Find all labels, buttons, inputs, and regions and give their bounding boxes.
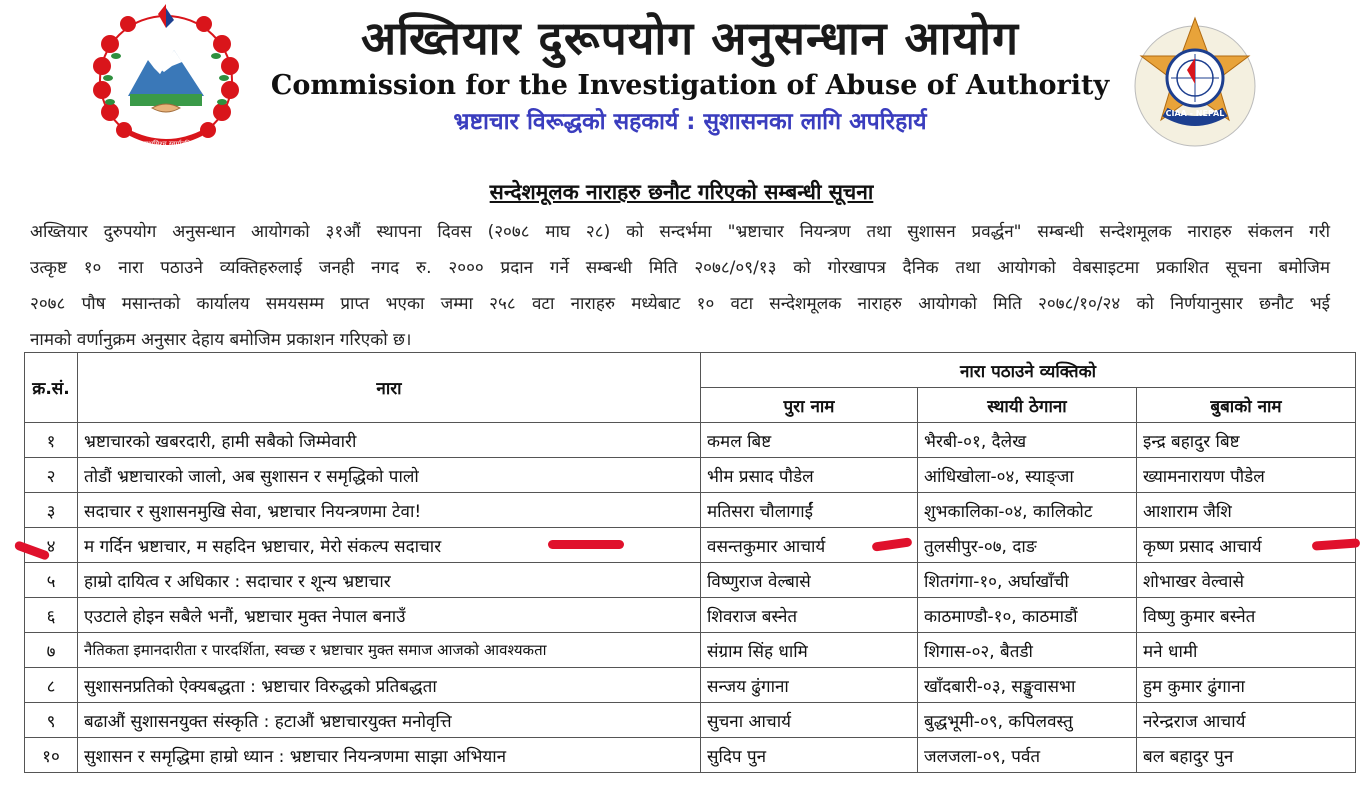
row-slogan: बढाऔं सुशासनयुक्त संस्कृति : हटाऔं भ्रष्टाचारयुक्त मनोवृत्ति	[78, 703, 701, 738]
row-address: शिगास-०२, बैतडी	[918, 633, 1137, 668]
row-slogan: सुशासन र समृद्धिमा हाम्रो ध्यान : भ्रष्टाचार नियन्त्रणमा साझा अभियान	[78, 738, 701, 773]
row-name: कमल बिष्ट	[701, 423, 918, 458]
commission-tagline: भ्रष्टाचार विरूद्धको सहकार्य : सुशासनका लागि अपरिहार्य	[453, 109, 927, 135]
row-father: विष्णु कुमार बस्नेत	[1137, 598, 1356, 633]
emblem-motto: जननी जन्मभूमिश्च स्वर्गादपि गरीयसी	[119, 140, 213, 148]
header-full-name: पुरा नाम	[701, 388, 918, 423]
row-slogan: म गर्दिन भ्रष्टाचार, म सहदिन भ्रष्टाचार, मेरो संकल्प सदाचार	[78, 528, 701, 563]
row-name: सन्जय ढुंगाना	[701, 668, 918, 703]
row-address: आंधिखोला-०४, स्याङ्जा	[918, 458, 1137, 493]
row-name: संग्राम सिंह धामि	[701, 633, 918, 668]
row-serial: ६	[25, 598, 78, 633]
row-slogan: नैतिकता इमानदारीता र पारदर्शिता, स्वच्छ र भ्रष्टाचार मुक्त समाज आजको आवश्यकता	[78, 633, 701, 668]
row-address: जलजला-०९, पर्वत	[918, 738, 1137, 773]
row-father: नरेन्द्रराज आचार्य	[1137, 703, 1356, 738]
notice-line: उत्कृष्ट १० नारा पठाउने व्यक्तिहरुलाई जनही नगद रु. २००० प्रदान गर्ने सम्बन्धी मिति २०७८/०९/१३ को गोरखापत्र दैनिक तथा आयोगको वेबसाइटमा प्रकाशित सूचना बमोजिम	[30, 258, 1330, 278]
row-serial: ७	[25, 633, 78, 668]
row-serial: १०	[25, 738, 78, 773]
row-address: शितगंगा-१०, अर्घाखाँची	[918, 563, 1137, 598]
row-slogan: सुशासनप्रतिको ऐक्यबद्धता : भ्रष्टाचार विरुद्धको प्रतिबद्धता	[78, 668, 701, 703]
notice-line: २०७८ पौष मसान्तको कार्यालय समयसम्म प्राप्त भएका जम्मा २५८ वटा नाराहरु मध्येबाट १० वटा सन्देशमूलक नाराहरु आयोगको मिति २०७८/१०/२४ को निर्णयानुसार छनौट भई	[30, 294, 1330, 314]
table-row	[25, 598, 1356, 633]
row-father: इन्द्र बहादुर बिष्ट	[1137, 423, 1356, 458]
row-name: मतिसरा चौलागाईं	[701, 493, 918, 528]
row-slogan: सदाचार र सुशासनमुखि सेवा, भ्रष्टाचार नियन्त्रणमा टेवा!	[78, 493, 701, 528]
table-row	[25, 738, 1356, 773]
row-serial: ८	[25, 668, 78, 703]
table-row	[25, 563, 1356, 598]
row-serial: ९	[25, 703, 78, 738]
row-name: सुचना आचार्य	[701, 703, 918, 738]
header-slogan: नारा	[78, 353, 701, 423]
ciaa-logo	[1131, 8, 1259, 158]
row-name: वसन्तकुमार आचार्य	[701, 528, 918, 563]
table-row	[25, 633, 1356, 668]
row-father: हुम कुमार ढुंगाना	[1137, 668, 1356, 703]
selected-slogans-table	[24, 352, 1356, 773]
header-father-name: बुबाको नाम	[1137, 388, 1356, 423]
row-slogan: भ्रष्टाचारको खबरदारी, हामी सबैको जिम्मेवारी	[78, 423, 701, 458]
row-serial: ४	[25, 528, 78, 563]
row-serial: ५	[25, 563, 78, 598]
table-row	[25, 458, 1356, 493]
row-address: तुलसीपुर-०७, दाङ	[918, 528, 1137, 563]
table-row	[25, 528, 1356, 563]
row-father: कृष्ण प्रसाद आचार्य	[1137, 528, 1356, 563]
row-serial: २	[25, 458, 78, 493]
header-serial-number: क्र.सं.	[25, 353, 78, 423]
table-row	[25, 493, 1356, 528]
row-address: काठमाण्डौ-१०, काठमाडौं	[918, 598, 1137, 633]
table-row	[25, 703, 1356, 738]
nepal-emblem-logo	[86, 4, 246, 154]
header-sender-group: नारा पठाउने व्यक्तिको	[701, 353, 1356, 388]
row-serial: ३	[25, 493, 78, 528]
row-slogan: तोडौं भ्रष्टाचारको जालो, अब सुशासन र समृद्धिको पालो	[78, 458, 701, 493]
row-address: शुभकालिका-०४, कालिकोट	[918, 493, 1137, 528]
notice-line: अख्तियार दुरुपयोग अनुसन्धान आयोगको ३१औं स्थापना दिवस (२०७८ माघ २८) को सन्दर्भमा "भ्रष्टाचार नियन्त्रण तथा सुशासन प्रवर्द्धन" सम्बन्धी सन्देशमूलक नाराहरु संकलन गरी	[30, 222, 1330, 242]
table-row	[25, 668, 1356, 703]
row-address: भैरबी-०१, दैलेख	[918, 423, 1137, 458]
header-permanent-address: स्थायी ठेगाना	[918, 388, 1137, 423]
row-father: ख्यामनारायण पौडेल	[1137, 458, 1356, 493]
row-name: विष्णुराज वेल्बासे	[701, 563, 918, 598]
row-name: सुदिप पुन	[701, 738, 918, 773]
row-name: शिवराज बस्नेत	[701, 598, 918, 633]
notice-body	[30, 214, 1330, 358]
row-father: मने धामी	[1137, 633, 1356, 668]
highlight-mark	[548, 540, 624, 549]
row-slogan: एउटाले होइन सबैले भनौं, भ्रष्टाचार मुक्त नेपाल बनाउँ	[78, 598, 701, 633]
notice-line: नामको वर्णानुक्रम अनुसार देहाय बमोजिम प्रकाशन गरिएको छ।	[30, 330, 412, 350]
row-slogan: हाम्रो दायित्व र अधिकार : सदाचार र शून्य भ्रष्टाचार	[78, 563, 701, 598]
commission-name-nepali: अख्तियार दुरूपयोग अनुसन्धान आयोग	[361, 11, 1019, 65]
row-address: बुद्धभूमी-०९, कपिलवस्तु	[918, 703, 1137, 738]
row-father: बल बहादुर पुन	[1137, 738, 1356, 773]
row-name: भीम प्रसाद पौडेल	[701, 458, 918, 493]
row-serial: १	[25, 423, 78, 458]
table-row	[25, 423, 1356, 458]
row-father: शोभाखर वेल्वासे	[1137, 563, 1356, 598]
notice-title: सन्देशमूलक नाराहरु छनौट गरिएको सम्बन्धी सूचना	[489, 180, 874, 204]
ciaa-logo-text: CIAA - NEPAL	[1165, 109, 1225, 118]
row-address: खाँदबारी-०३, सङ्खुवासभा	[918, 668, 1137, 703]
commission-name-english: Commission for the Investigation of Abuse of Authority	[270, 70, 1110, 101]
row-father: आशाराम जैशि	[1137, 493, 1356, 528]
